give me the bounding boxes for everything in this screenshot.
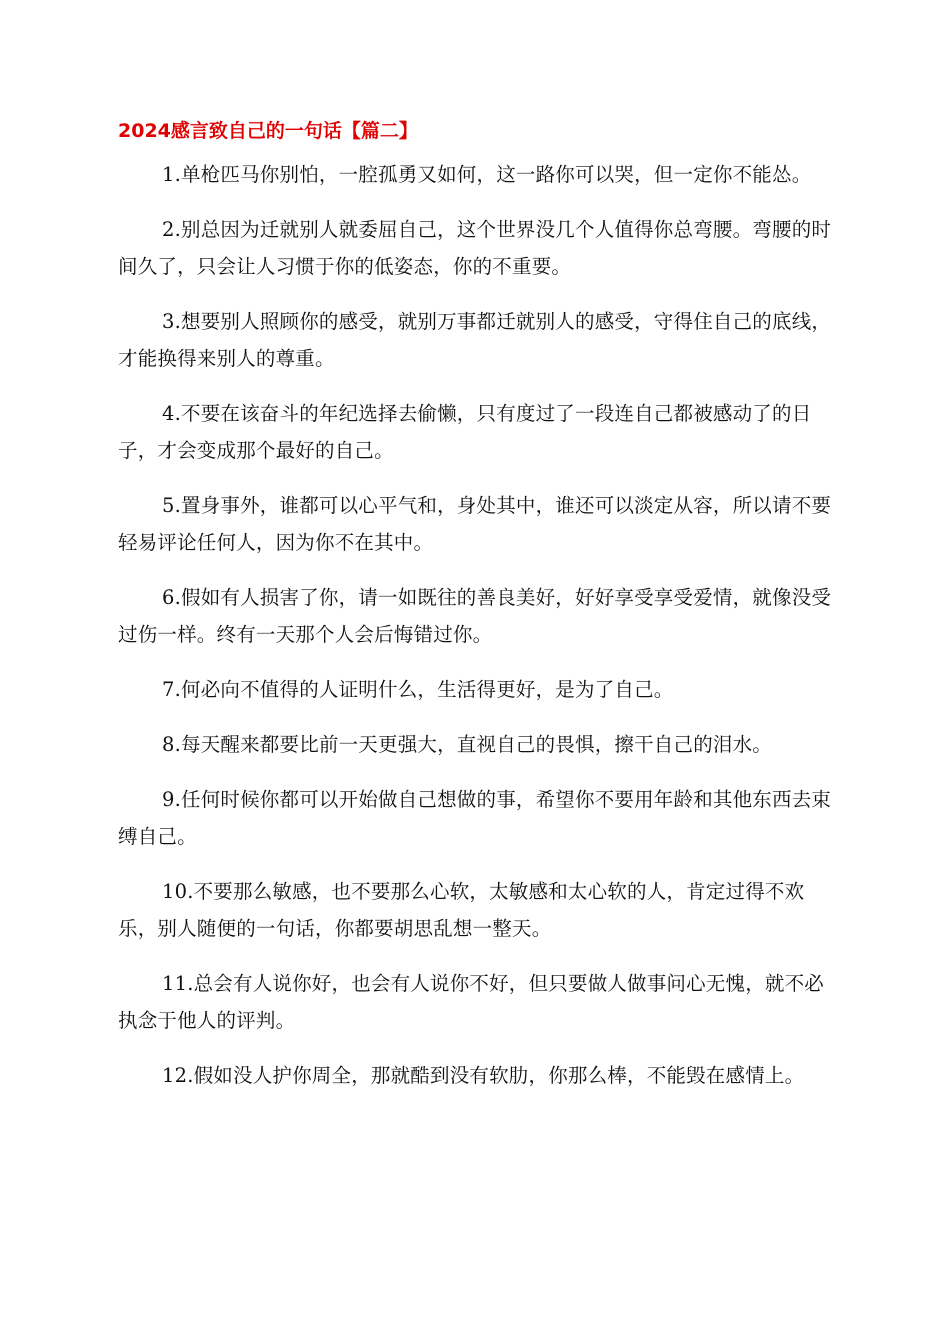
quote-item: 4.不要在该奋斗的年纪选择去偷懒，只有度过了一段连自己都被感动了的日子，才会变成那个最好的自己。 <box>118 402 812 462</box>
quote-item: 8.每天醒来都要比前一天更强大，直视自己的畏惧，擦干自己的泪水。 <box>162 733 773 756</box>
quote-item: 1.单枪匹马你别怕，一腔孤勇又如何，这一路你可以哭，但一定你不能怂。 <box>162 163 812 186</box>
quote-item: 6.假如有人损害了你，请一如既往的善良美好，好好享受享受爱情，就像没受过伤一样。终有一天那个人会后悔错过你。 <box>118 586 832 646</box>
document-title: 2024感言致自己的一句话【篇二】 <box>118 120 418 142</box>
quote-item: 12.假如没人护你周全，那就酷到没有软肋，你那么棒，不能毁在感情上。 <box>162 1064 805 1087</box>
quote-item: 10.不要那么敏感，也不要那么心软，太敏感和太心软的人，肯定过得不欢乐，别人随便的一句话，你都要胡思乱想一整天。 <box>118 880 805 940</box>
quote-list <box>118 156 834 1112</box>
quote-item: 7.何必向不值得的人证明什么，生活得更好，是为了自己。 <box>162 678 674 701</box>
quote-item: 5.置身事外，谁都可以心平气和，身处其中，谁还可以淡定从容，所以请不要轻易评论任何人，因为你不在其中。 <box>118 494 832 554</box>
quote-item: 3.想要别人照顾你的感受，就别万事都迁就别人的感受，守得住自己的底线，才能换得来别人的尊重。 <box>118 310 832 370</box>
quote-item: 2.别总因为迁就别人就委屈自己，这个世界没几个人值得你总弯腰。弯腰的时间久了，只会让人习惯于你的低姿态，你的不重要。 <box>118 218 832 278</box>
quote-item: 11.总会有人说你好，也会有人说你不好，但只要做人做事问心无愧，就不必执念于他人的评判。 <box>118 972 825 1032</box>
quote-item: 9.任何时候你都可以开始做自己想做的事，希望你不要用年龄和其他东西去束缚自己。 <box>118 788 832 848</box>
